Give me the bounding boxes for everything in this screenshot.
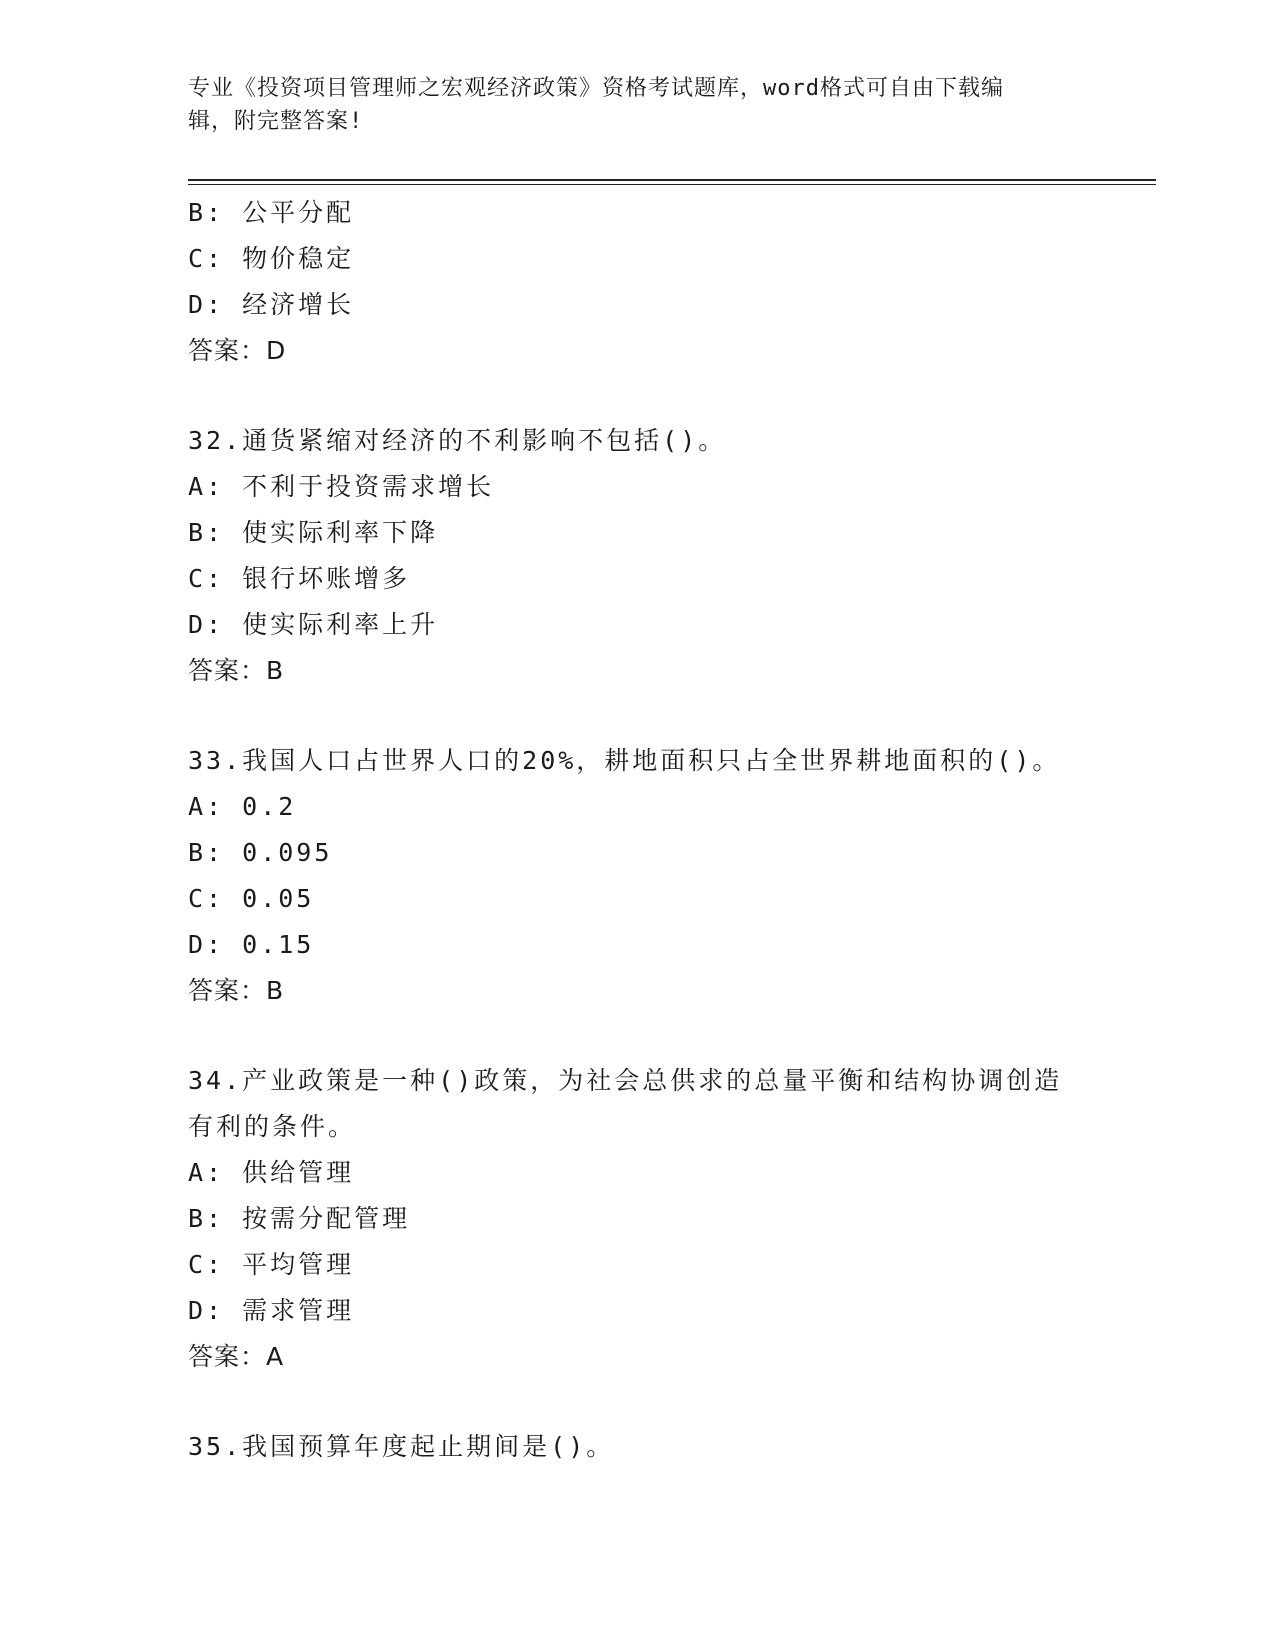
- option-b: B: 按需分配管理: [188, 1204, 411, 1233]
- option-c: C: 物价稳定: [188, 244, 355, 273]
- question-33-text: 33.我国人口占世界人口的20%，耕地面积只占全世界耕地面积的()。: [188, 746, 1061, 775]
- option-b: B: 公平分配: [188, 198, 355, 227]
- option-a: A: 0.2: [188, 792, 297, 821]
- option-c: C: 0.05: [188, 884, 315, 913]
- header-divider-thick: [188, 179, 1156, 181]
- option-d: D: 使实际利率上升: [188, 610, 439, 639]
- answer-33: 答案：B: [188, 976, 285, 1005]
- header-line-2: 辑，附完整答案!: [188, 109, 364, 134]
- question-32: [188, 418, 1088, 694]
- question-32-text: 32.通货紧缩对经济的不利影响不包括()。: [188, 426, 727, 455]
- question-35-text: 35.我国预算年度起止期间是()。: [188, 1432, 615, 1461]
- option-a: A: 供给管理: [188, 1158, 355, 1187]
- question-34: [188, 1058, 1088, 1380]
- answer-32: 答案：B: [188, 656, 285, 685]
- option-a: A: 不利于投资需求增长: [188, 472, 495, 501]
- option-b: B: 使实际利率下降: [188, 518, 439, 547]
- option-b: B: 0.095: [188, 838, 333, 867]
- header-divider-thin: [188, 184, 1156, 185]
- option-c: C: 银行坏账增多: [188, 564, 411, 593]
- answer-34: 答案：A: [188, 1342, 285, 1371]
- option-d: D: 需求管理: [188, 1296, 355, 1325]
- question-33: [188, 738, 1088, 1014]
- header-line-1: 专业《投资项目管理师之宏观经济政策》资格考试题库，word格式可自由下载编: [188, 76, 1004, 101]
- option-c: C: 平均管理: [188, 1250, 355, 1279]
- question-list: [188, 190, 1088, 1470]
- question-31-tail: [188, 190, 1088, 374]
- answer-31: 答案：D: [188, 336, 287, 365]
- question-34-text-line-2: 有利的条件。: [188, 1112, 357, 1141]
- option-d: D: 0.15: [188, 930, 315, 959]
- option-d: D: 经济增长: [188, 290, 355, 319]
- document-header: [188, 72, 1078, 138]
- question-34-text-line-1: 34.产业政策是一种()政策，为社会总供求的总量平衡和结构协调创造: [188, 1066, 1063, 1095]
- question-35: [188, 1424, 1088, 1470]
